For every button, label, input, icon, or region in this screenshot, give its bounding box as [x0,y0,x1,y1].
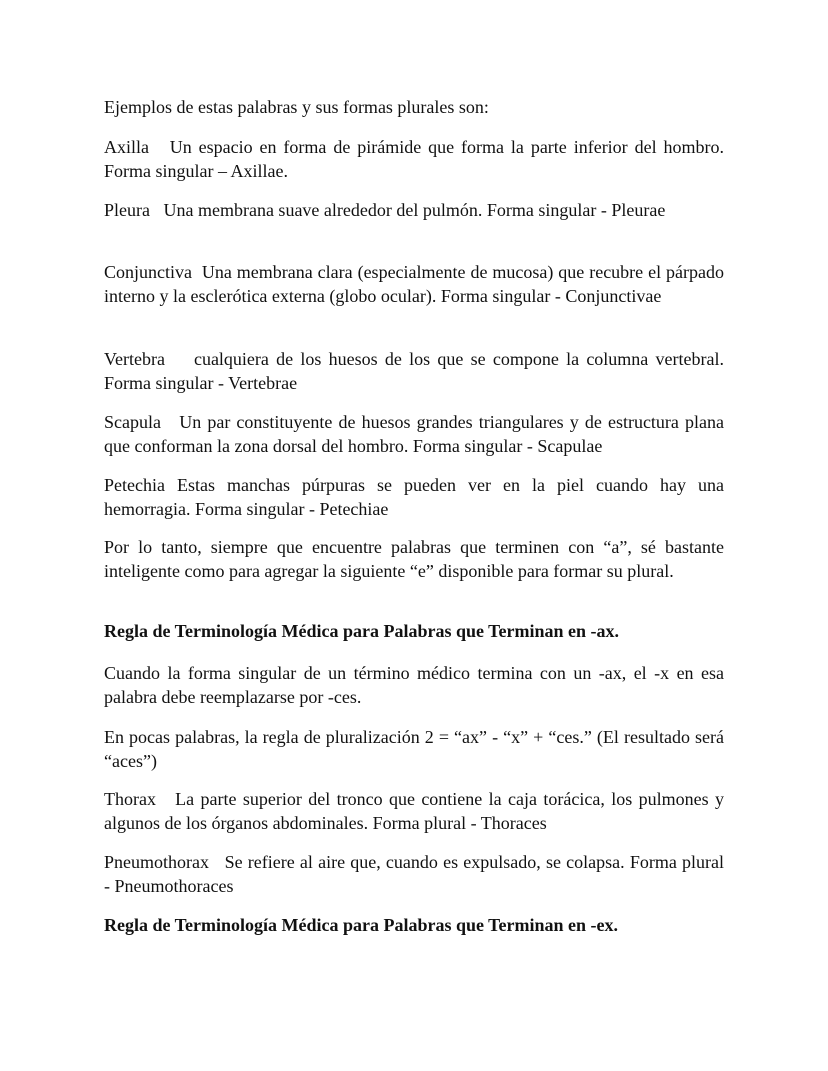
pleura-paragraph: Pleura Una membrana suave alrededor del pulmón. Forma singular - Pleurae [104,200,666,220]
section-heading-ax: Regla de Terminología Médica para Palabras que Terminan en -ax. [104,621,620,641]
conclusion-paragraph: Por lo tanto, siempre que encuentre palabras que terminen con “a”, sé bastante inteligente como para agregar la siguiente “e” disponible para formar su plural. [104,537,724,581]
vertebra-paragraph: Vertebra cualquiera de los huesos de los que se compone la columna vertebral. Forma singular - Vertebrae [104,349,729,393]
thorax-paragraph: Thorax La parte superior del tronco que contiene la caja torácica, los pulmones y algunos de los órganos abdominales. Forma plural - Thoraces [104,789,729,833]
petechia-paragraph: Petechia Estas manchas púrpuras se pueden ver en la piel cuando hay una hemorragia. Forma singular - Petechiae [104,475,724,519]
conjunctiva-paragraph: Conjunctiva Una membrana clara (especialmente de mucosa) que recubre el párpado interno y la esclerótica externa (globo ocular). Forma singular - Conjunctivae [104,262,729,306]
intro-paragraph: Ejemplos de estas palabras y sus formas plurales son: [104,97,489,117]
ax-summary-paragraph: En pocas palabras, la regla de pluralización 2 = “ax” - “x” + “ces.” (El resultado será “aces”) [104,727,724,771]
axilla-paragraph: Axilla Un espacio en forma de pirámide que forma la parte inferior del hombro. Forma singular – Axillae. [104,137,729,181]
section-heading-ex: Regla de Terminología Médica para Palabras que Terminan en -ex. [104,915,619,935]
ax-rule-paragraph: Cuando la forma singular de un término médico termina con un -ax, el -x en esa palabra debe reemplazarse por -ces. [104,663,724,707]
pneumothorax-paragraph: Pneumothorax Se refiere al aire que, cuando es expulsado, se colapsa. Forma plural - Pneumothoraces [104,852,729,896]
scapula-paragraph: Scapula Un par constituyente de huesos grandes triangulares y de estructura plana que conforman la zona dorsal del hombro. Forma singular - Scapulae [104,412,729,456]
